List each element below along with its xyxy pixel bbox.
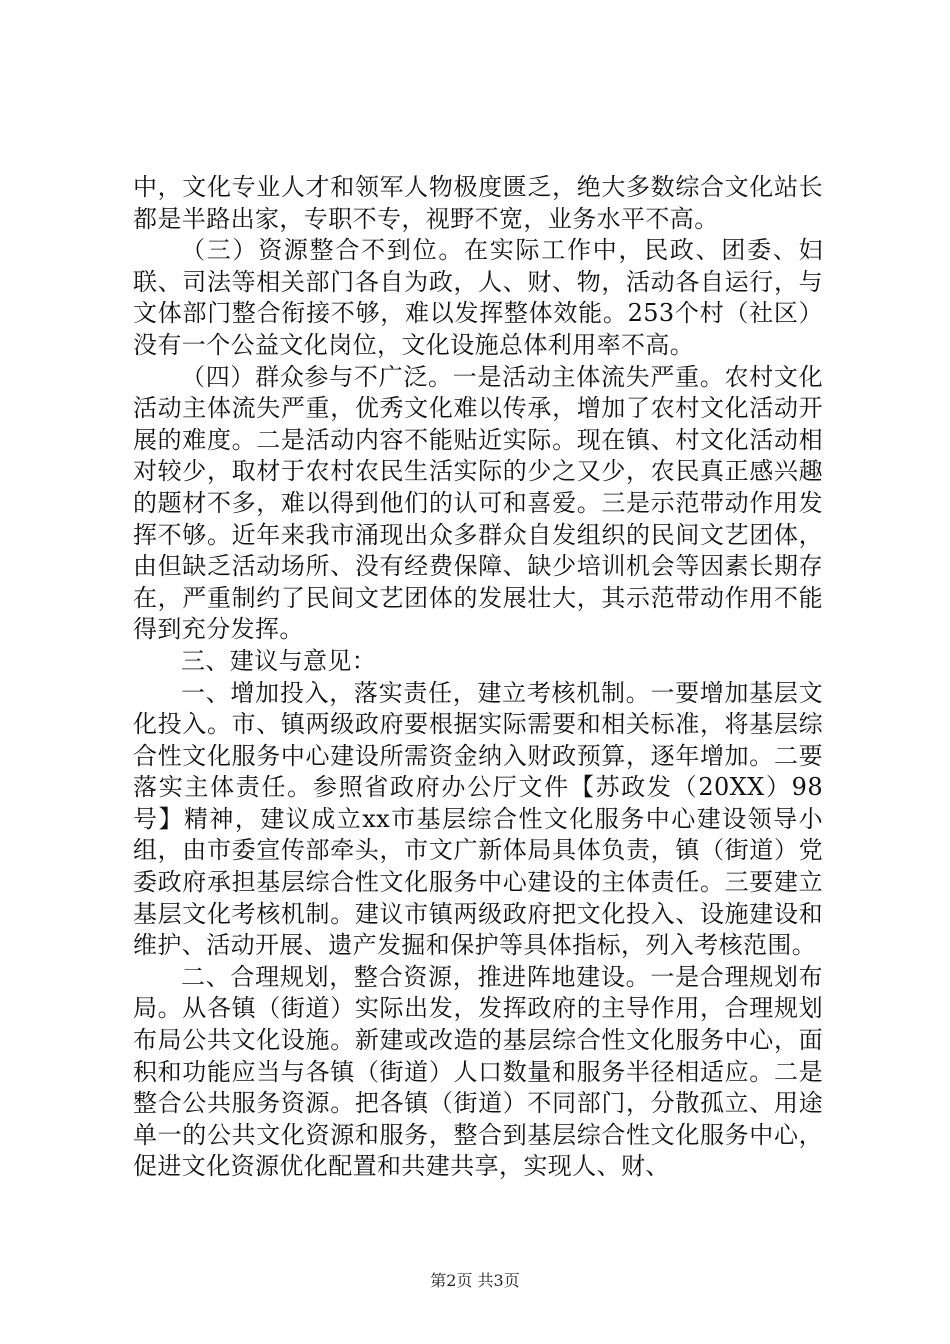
paragraph-4: 一、增加投入，落实责任，建立考核机制。一要增加基层文化投入。市、镇两级政府要根据实际需要和相关标准，将基层综合性文化服务中心建设所需资金纳入财政预算，逐年增加。二要落实主体责任。参照省政府办公厅文件【苏政发（20XX）98号】精神，建议成立xx市基层综合性文化服务中心建设领导小组，由市委宣传部牵头，市文广新体局具体负责，镇（街道）党委政府承担基层综合性文化服务中心建设的主体责任。三要建立基层文化考核机制。建议市镇两级政府把文化投入、设施建设和维护、活动开展、遗产发掘和保护等具体指标，列入考核范围。 <box>133 678 823 960</box>
page-number-footer: 第2页 共3页 <box>430 1271 520 1290</box>
paragraph-2: （三）资源整合不到位。在实际工作中，民政、团委、妇联、司法等相关部门各自为政，人、财、物，活动各自运行，与文体部门整合衔接不够，难以发挥整体效能。253个村（社区）没有一个公益文化岗位，文化设施总体利用率不高。 <box>133 236 823 359</box>
paragraph-5: 二、合理规划，整合资源，推进阵地建设。一是合理规划布局。从各镇（街道）实际出发，发挥政府的主导作用，合理规划布局公共文化设施。新建或改造的基层综合性文化服务中心，面积和功能应当与各镇（街道）人口数量和服务半径相适应。二是整合公共服务资源。把各镇（街道）不同部门，分散孤立、用途单一的公共文化资源和服务，整合到基层综合性文化服务中心，促进文化资源优化配置和共建共享，实现人、财、 <box>133 962 823 1181</box>
section-heading: 三、建议与意见： <box>181 646 377 675</box>
document-body <box>133 172 823 1183</box>
paragraph-1: 中，文化专业人才和领军人物极度匮乏，绝大多数综合文化站长都是半路出家，专职不专，视野不宽，业务水平不高。 <box>133 173 823 233</box>
paragraph-3: （四）群众参与不广泛。一是活动主体流失严重。农村文化活动主体流失严重，优秀文化难以传承，增加了农村文化活动开展的难度。二是活动内容不能贴近实际。现在镇、村文化活动相对较少，取材于农村农民生活实际的少之又少，农民真正感兴趣的题材不多，难以得到他们的认可和喜爱。三是示范带动作用发挥不够。近年来我市涌现出众多群众自发组织的民间文艺团体，由但缺乏活动场所、没有经费保障、缺少培训机会等因素长期存在，严重制约了民间文艺团体的发展壮大，其示范带动作用不能得到充分发挥。 <box>133 362 823 644</box>
